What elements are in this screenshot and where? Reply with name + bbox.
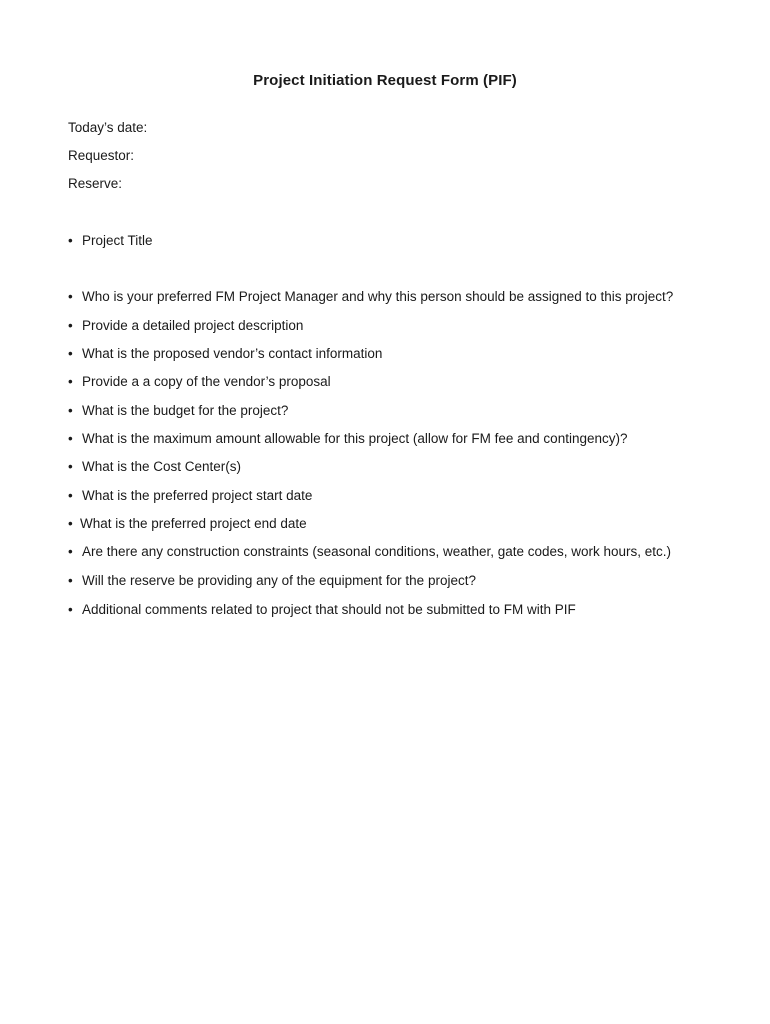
list-item-project-manager [68, 289, 673, 304]
bullet-icon: • [68, 488, 73, 503]
list-item-cost-center [68, 459, 241, 474]
bullet-icon: • [68, 318, 73, 333]
bullet-icon: • [68, 459, 73, 474]
list-item-maximum-amount [68, 431, 627, 446]
bullet-icon: • [68, 516, 73, 531]
list-item-text: What is the preferred project end date [80, 516, 307, 531]
list-item-text: Provide a a copy of the vendor’s proposal [82, 374, 331, 389]
bullet-icon: • [68, 431, 73, 446]
list-item-equipment [68, 573, 476, 588]
list-item-text: Provide a detailed project description [82, 318, 304, 333]
list-item-project-title [68, 233, 153, 248]
list-item-text: Project Title [82, 233, 153, 248]
list-item-construction-constraints [68, 544, 671, 559]
list-item-text: Who is your preferred FM Project Manager and why this person should be assigned to this project? [82, 289, 674, 304]
list-item-vendor-proposal [68, 374, 331, 389]
list-item-text: Are there any construction constraints (seasonal conditions, weather, gate codes, work hours, etc.) [82, 544, 672, 559]
bullet-icon: • [68, 289, 73, 304]
list-item-budget [68, 403, 288, 418]
bullet-icon: • [68, 602, 73, 617]
bullet-icon: • [68, 544, 73, 559]
list-item-text: What is the Cost Center(s) [82, 459, 242, 474]
bullet-icon: • [68, 233, 73, 248]
field-todays-date: Today’s date: [68, 120, 148, 135]
list-item-text: What is the budget for the project? [82, 403, 289, 418]
bullet-icon: • [68, 346, 73, 361]
list-item-text: What is the preferred project start date [82, 488, 313, 503]
bullet-icon: • [68, 374, 73, 389]
list-item-text: What is the maximum amount allowable for this project (allow for FM fee and contingency)? [82, 431, 628, 446]
list-item-text: Additional comments related to project that should not be submitted to FM with PIF [82, 602, 576, 617]
field-requestor: Requestor: [68, 148, 135, 163]
form-title: Project Initiation Request Form (PIF) [253, 72, 517, 89]
list-item-vendor-contact [68, 346, 382, 361]
list-item-project-description [68, 318, 303, 333]
field-reserve: Reserve: [68, 176, 123, 191]
list-item-additional-comments [68, 602, 576, 617]
bullet-icon: • [68, 403, 73, 418]
list-item-text: Will the reserve be providing any of the equipment for the project? [82, 573, 476, 588]
list-item-text: What is the proposed vendor’s contact information [82, 346, 383, 361]
list-item-end-date [68, 516, 307, 531]
list-item-start-date [68, 488, 312, 503]
bullet-icon: • [68, 573, 73, 588]
